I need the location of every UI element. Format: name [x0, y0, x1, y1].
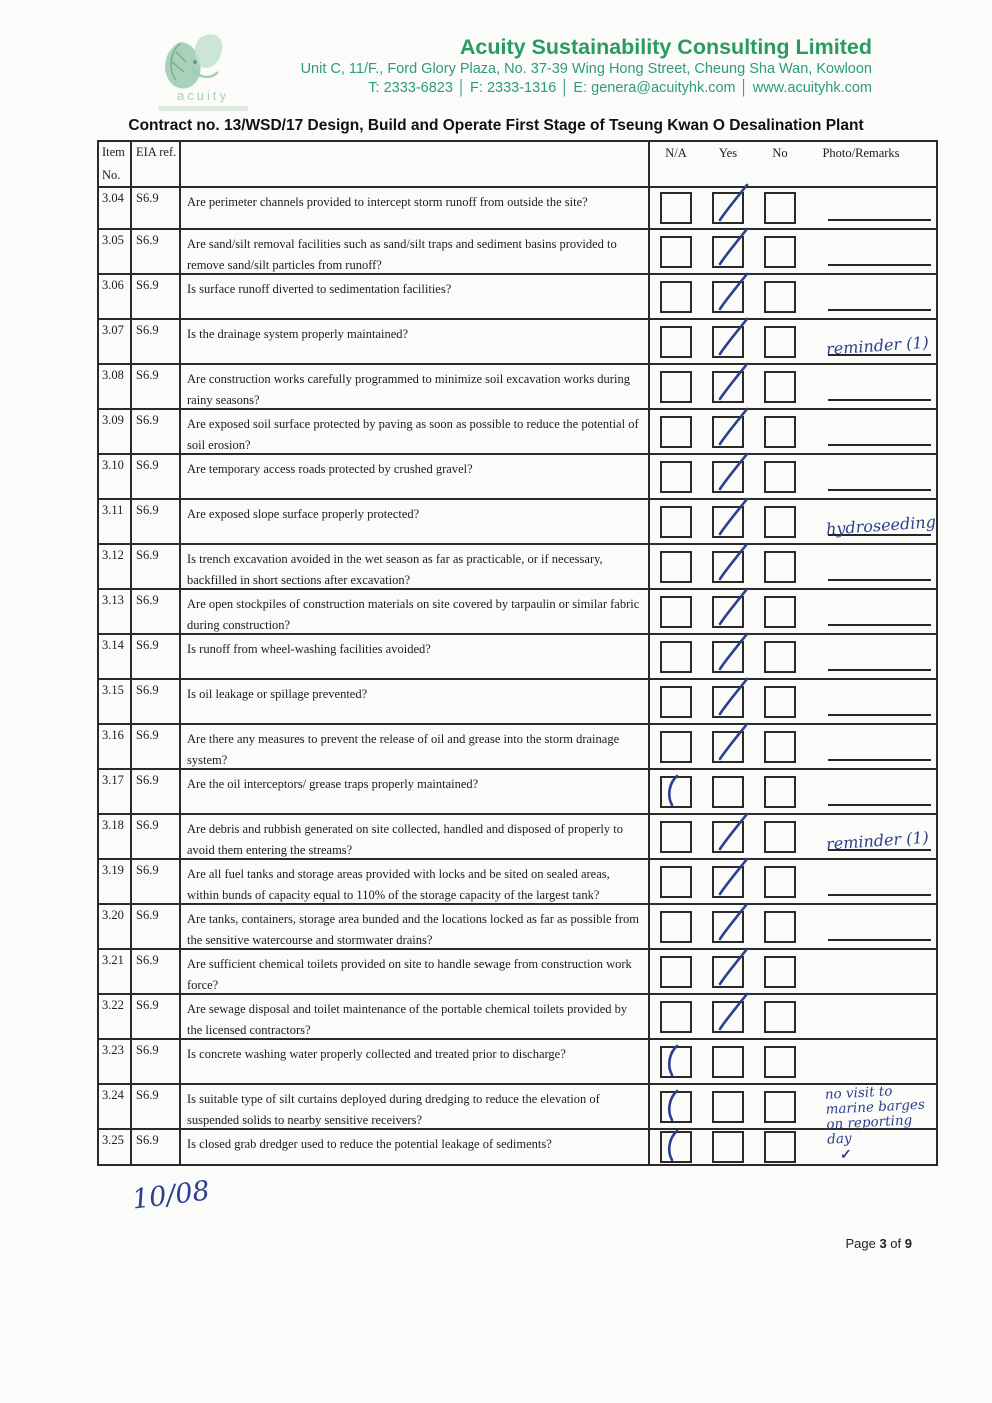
- table-row: [99, 633, 936, 678]
- question-text: Are temporary access roads protected by crushed gravel?: [181, 455, 650, 498]
- answer-cell: [650, 275, 936, 318]
- na-checkbox: [660, 1091, 692, 1123]
- no-checkbox: [764, 416, 796, 448]
- header-item-no: [99, 142, 132, 186]
- eia-ref: S6.9: [132, 725, 181, 768]
- table-row: [99, 948, 936, 993]
- handwritten-remark: [826, 935, 933, 942]
- answer-cell: [650, 770, 936, 813]
- yes-checkbox: [712, 326, 744, 358]
- handwritten-remark: [826, 890, 933, 897]
- question-text: Are sufficient chemical toilets provided on site to handle sewage from construction work force?: [181, 950, 650, 993]
- na-checkbox: [660, 866, 692, 898]
- no-checkbox: [764, 1001, 796, 1033]
- eia-ref: S6.9: [132, 995, 181, 1038]
- question-text: Are perimeter channels provided to intercept storm runoff from outside the site?: [181, 188, 650, 228]
- item-no: 3.08: [99, 365, 132, 408]
- eia-ref: S6.9: [132, 590, 181, 633]
- handwritten-remark: [826, 305, 933, 312]
- na-checkbox: [660, 236, 692, 268]
- checklist-body: [99, 188, 936, 1164]
- remarks-area: [826, 365, 933, 408]
- answer-cell: [650, 500, 936, 543]
- question-text: Is surface runoff diverted to sedimentation facilities?: [181, 275, 650, 318]
- na-checkbox: [660, 731, 692, 763]
- na-checkbox: [660, 506, 692, 538]
- answer-cell: [650, 545, 936, 588]
- no-checkbox: [764, 911, 796, 943]
- answer-cell: [650, 995, 936, 1038]
- eia-ref: S6.9: [132, 1085, 181, 1128]
- header-photo-remarks: Photo/Remarks: [822, 146, 900, 160]
- question-text: Are exposed slope surface properly protected?: [181, 500, 650, 543]
- eia-ref: S6.9: [132, 275, 181, 318]
- eia-ref: S6.9: [132, 860, 181, 903]
- eia-ref: S6.9: [132, 545, 181, 588]
- remarks-area: [826, 455, 933, 498]
- remarks-area: [826, 545, 933, 588]
- header-na: N/A: [665, 146, 687, 160]
- answer-cell: [650, 1040, 936, 1083]
- handwritten-remark: [826, 800, 933, 807]
- handwritten-remark: no visit to marine barges on reporting day: [824, 1083, 926, 1148]
- question-text: Are sand/silt removal facilities such as sand/silt traps and sediment basins provided to remove sand/silt particles from runoff?: [181, 230, 650, 273]
- question-text: Are open stockpiles of construction materials on site covered by tarpaulin or similar fabric during construction?: [181, 590, 650, 633]
- no-checkbox: [764, 281, 796, 313]
- question-text: Are there any measures to prevent the release of oil and grease into the storm drainage system?: [181, 725, 650, 768]
- yes-checkbox: [712, 192, 744, 224]
- yes-checkbox: [712, 506, 744, 538]
- remarks-area: [826, 188, 933, 228]
- item-no: 3.22: [99, 995, 132, 1038]
- yes-checkbox: [712, 731, 744, 763]
- item-no: 3.21: [99, 950, 132, 993]
- yes-checkbox: [712, 461, 744, 493]
- eia-ref: S6.9: [132, 680, 181, 723]
- logo-wordmark: acuity: [177, 88, 229, 103]
- no-checkbox: [764, 641, 796, 673]
- remarks-area: [826, 275, 933, 318]
- na-checkbox: [660, 821, 692, 853]
- item-no: 3.23: [99, 1040, 132, 1083]
- table-row: [99, 723, 936, 768]
- yes-checkbox: [712, 686, 744, 718]
- no-checkbox: [764, 821, 796, 853]
- eia-ref: S6.9: [132, 905, 181, 948]
- item-no: 3.15: [99, 680, 132, 723]
- na-checkbox: [660, 461, 692, 493]
- table-header-row: [99, 142, 936, 188]
- answer-cell: [650, 950, 936, 993]
- na-checkbox: [660, 551, 692, 583]
- no-checkbox: [764, 326, 796, 358]
- handwritten-remark: [826, 440, 933, 447]
- table-row: [99, 318, 936, 363]
- answer-cell: [650, 635, 936, 678]
- item-no: 3.20: [99, 905, 132, 948]
- page-current: 3: [879, 1236, 887, 1251]
- yes-checkbox: [712, 1046, 744, 1078]
- item-no: 3.13: [99, 590, 132, 633]
- yes-checkbox: [712, 371, 744, 403]
- remarks-area: [826, 725, 933, 768]
- item-no: 3.06: [99, 275, 132, 318]
- yes-checkbox: [712, 1091, 744, 1123]
- remarks-area: [824, 1083, 933, 1148]
- contract-title: Contract no. 13/WSD/17 Design, Build and Operate First Stage of Tseung Kwan O Desalination Plant: [128, 117, 864, 134]
- eia-ref: S6.9: [132, 635, 181, 678]
- remarks-area: [826, 815, 933, 858]
- yes-checkbox: [712, 416, 744, 448]
- yes-checkbox: [712, 551, 744, 583]
- no-checkbox: [764, 686, 796, 718]
- header-eia-ref: EIA ref.: [132, 142, 181, 186]
- remarks-area: [826, 905, 933, 948]
- answer-cell: [650, 1083, 936, 1148]
- item-no: 3.24: [99, 1085, 132, 1128]
- question-text: Are debris and rubbish generated on site collected, handled and disposed of properly to avoid them entering the streams?: [181, 815, 650, 858]
- handwritten-remark: [826, 620, 933, 627]
- remarks-area: [826, 410, 933, 453]
- handwritten-remark: [826, 395, 933, 402]
- handwritten-remark: [826, 665, 933, 672]
- handwritten-remark: [826, 1070, 933, 1077]
- remarks-area: [826, 635, 933, 678]
- table-row: [99, 498, 936, 543]
- handwritten-remark: [826, 485, 933, 492]
- remarks-area: [826, 770, 933, 813]
- na-checkbox: [660, 192, 692, 224]
- question-text: Is the drainage system properly maintained?: [181, 320, 650, 363]
- handwritten-remark: [826, 710, 933, 717]
- remarks-area: [826, 230, 933, 273]
- eia-ref: S6.9: [132, 188, 181, 228]
- no-checkbox: [764, 866, 796, 898]
- eia-ref: S6.9: [132, 320, 181, 363]
- question-text: Is suitable type of silt curtains deployed during dredging to reduce the elevation of suspended solids to nearby sensitive receivers?: [181, 1085, 650, 1128]
- page-word: Page: [845, 1236, 880, 1251]
- handwritten-remark: [826, 575, 933, 582]
- question-text: Is runoff from wheel-washing facilities avoided?: [181, 635, 650, 678]
- na-checkbox: [660, 1131, 692, 1163]
- na-checkbox: [660, 416, 692, 448]
- yes-checkbox: [712, 1001, 744, 1033]
- no-checkbox: [764, 1131, 796, 1163]
- item-no: 3.09: [99, 410, 132, 453]
- table-row: [99, 678, 936, 723]
- item-no: 3.04: [99, 188, 132, 228]
- no-checkbox: [764, 956, 796, 988]
- question-text: Is oil leakage or spillage prevented?: [181, 680, 650, 723]
- na-checkbox: [660, 1001, 692, 1033]
- item-no: 3.05: [99, 230, 132, 273]
- na-checkbox: [660, 371, 692, 403]
- handwritten-remark: [826, 755, 933, 762]
- question-text: Are exposed soil surface protected by paving as soon as possible to reduce the potential of soil erosion?: [181, 410, 650, 453]
- remarks-area: [826, 1040, 933, 1083]
- eia-ref: S6.9: [132, 230, 181, 273]
- eia-ref: S6.9: [132, 410, 181, 453]
- no-checkbox: [764, 776, 796, 808]
- table-row: [99, 188, 936, 228]
- remarks-area: [826, 860, 933, 903]
- no-checkbox: [764, 461, 796, 493]
- eia-ref: S6.9: [132, 455, 181, 498]
- answer-cell: [650, 590, 936, 633]
- question-text: Is closed grab dredger used to reduce the potential leakage of sediments?: [181, 1130, 650, 1164]
- no-checkbox: [764, 506, 796, 538]
- logo-tagline: [158, 106, 248, 111]
- handwritten-date: 10/08: [130, 1175, 212, 1216]
- question-text: Are construction works carefully programmed to minimize soil excavation works during rainy seasons?: [181, 365, 650, 408]
- eia-ref: S6.9: [132, 950, 181, 993]
- yes-checkbox: [712, 911, 744, 943]
- answer-cell: [650, 860, 936, 903]
- na-checkbox: [660, 596, 692, 628]
- table-row: [99, 273, 936, 318]
- page-number: [845, 1236, 912, 1251]
- no-checkbox: [764, 192, 796, 224]
- header-question: [181, 142, 650, 186]
- table-row: [99, 228, 936, 273]
- eia-ref: S6.9: [132, 1040, 181, 1083]
- question-text: Is trench excavation avoided in the wet season as far as practicable, or if necessary, backfilled in short sections after excavation?: [181, 545, 650, 588]
- company-address: Unit C, 11/F., Ford Glory Plaza, No. 37-39 Wing Hong Street, Cheung Sha Wan, Kowloon: [300, 61, 872, 77]
- answer-cell: [650, 188, 936, 228]
- table-row: [99, 588, 936, 633]
- na-checkbox: [660, 956, 692, 988]
- table-row: [99, 1128, 936, 1164]
- remarks-area: [825, 500, 937, 543]
- item-no: 3.16: [99, 725, 132, 768]
- answer-cell: [650, 815, 936, 858]
- answer-cell: [650, 680, 936, 723]
- item-no: 3.11: [99, 500, 132, 543]
- na-checkbox: [660, 281, 692, 313]
- page-total: 9: [904, 1236, 912, 1251]
- handwritten-remark: ✓: [840, 1147, 852, 1163]
- question-text: Are tanks, containers, storage area bunded and the locations locked as far as possible from the sensitive watercourse and stormwater drains?: [181, 905, 650, 948]
- table-row: [99, 543, 936, 588]
- na-checkbox: [660, 326, 692, 358]
- yes-checkbox: [712, 866, 744, 898]
- no-checkbox: [764, 731, 796, 763]
- table-row: [99, 903, 936, 948]
- no-checkbox: [764, 236, 796, 268]
- table-row: [99, 813, 936, 858]
- no-checkbox: [764, 371, 796, 403]
- answer-cell: [650, 905, 936, 948]
- table-row: [99, 1038, 936, 1083]
- company-name: Acuity Sustainability Consulting Limited: [459, 35, 872, 59]
- remarks-area: [826, 590, 933, 633]
- table-row: [99, 993, 936, 1038]
- table-row: [99, 408, 936, 453]
- na-checkbox: [660, 686, 692, 718]
- handwritten-remark: [826, 215, 933, 222]
- header-item-line2: No.: [102, 168, 121, 182]
- handwritten-remark: hydroseeding: [825, 512, 937, 539]
- table-row: [99, 363, 936, 408]
- company-contact: T: 2333-6823 │ F: 2333-1316 │ E: genera@acuityhk.com │ www.acuityhk.com: [368, 80, 872, 96]
- remarks-area: [826, 680, 933, 723]
- answer-cell: [650, 455, 936, 498]
- yes-checkbox: [712, 821, 744, 853]
- eia-ref: S6.9: [132, 770, 181, 813]
- table-row: [99, 768, 936, 813]
- eia-ref: S6.9: [132, 500, 181, 543]
- handwritten-remark: [826, 260, 933, 267]
- na-checkbox: [660, 911, 692, 943]
- letterhead-text: [301, 34, 872, 98]
- item-no: 3.25: [99, 1130, 132, 1164]
- eia-ref: S6.9: [132, 365, 181, 408]
- yes-checkbox: [712, 641, 744, 673]
- yes-checkbox: [712, 1131, 744, 1163]
- answer-cell: [650, 725, 936, 768]
- question-text: Are the oil interceptors/ grease traps properly maintained?: [181, 770, 650, 813]
- handwritten-remark: [826, 980, 933, 987]
- item-no: 3.12: [99, 545, 132, 588]
- question-text: Is concrete washing water properly collected and treated prior to discharge?: [181, 1040, 650, 1083]
- page-of: of: [886, 1236, 905, 1251]
- handwritten-remark: reminder (1): [825, 332, 930, 359]
- na-checkbox: [660, 776, 692, 808]
- acuity-leaf-logo: [148, 28, 258, 120]
- yes-checkbox: [712, 776, 744, 808]
- no-checkbox: [764, 1091, 796, 1123]
- header-item-line1: Item: [102, 145, 125, 159]
- na-checkbox: [660, 1046, 692, 1078]
- answer-cell: [650, 365, 936, 408]
- item-no: 3.14: [99, 635, 132, 678]
- remarks-area: [826, 950, 933, 993]
- no-checkbox: [764, 551, 796, 583]
- remarks-area: [826, 995, 933, 1038]
- yes-checkbox: [712, 956, 744, 988]
- eia-ref: S6.9: [132, 815, 181, 858]
- item-no: 3.19: [99, 860, 132, 903]
- header-answers: [650, 142, 936, 186]
- remarks-area: [826, 320, 933, 363]
- answer-cell: [650, 410, 936, 453]
- question-text: Are sewage disposal and toilet maintenance of the portable chemical toilets provided by the licensed contractors?: [181, 995, 650, 1038]
- item-no: 3.17: [99, 770, 132, 813]
- yes-checkbox: [712, 281, 744, 313]
- handwritten-remark: [826, 1025, 933, 1032]
- item-no: 3.07: [99, 320, 132, 363]
- item-no: 3.18: [99, 815, 132, 858]
- answer-cell: [650, 320, 936, 363]
- eia-ref: S6.9: [132, 1130, 181, 1164]
- no-checkbox: [764, 596, 796, 628]
- na-checkbox: [660, 641, 692, 673]
- answer-cell: [650, 230, 936, 273]
- item-no: 3.10: [99, 455, 132, 498]
- table-row: [99, 453, 936, 498]
- yes-checkbox: [712, 236, 744, 268]
- header-no: No: [772, 146, 788, 160]
- yes-checkbox: [712, 596, 744, 628]
- question-text: Are all fuel tanks and storage areas provided with locks and be sited on sealed areas, within bunds of capacity equal to 110% of the storage capacity of the largest tank?: [181, 860, 650, 903]
- checklist-table: [97, 140, 938, 1166]
- no-checkbox: [764, 1046, 796, 1078]
- table-row: [99, 858, 936, 903]
- header-yes: Yes: [718, 146, 738, 160]
- handwritten-remark: reminder (1): [825, 827, 930, 854]
